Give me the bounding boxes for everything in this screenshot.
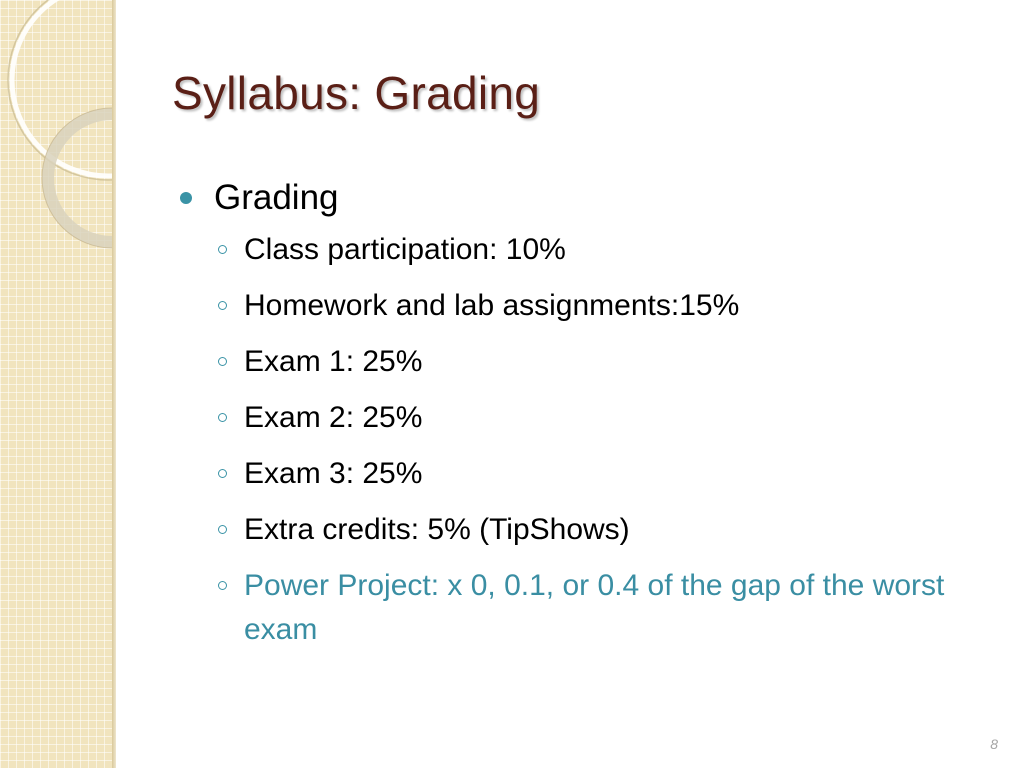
slide-content: [180, 172, 980, 664]
grading-item: [180, 564, 980, 652]
sub-bullet-ring-icon: [218, 469, 227, 478]
grading-item: [180, 452, 980, 496]
grading-item-text: Homework and lab assignments:15%: [244, 289, 740, 322]
grading-item-text: Power Project: x 0, 0.1, or 0.4 of the gap of the worst exam: [244, 569, 945, 646]
grading-item: [180, 340, 980, 384]
grading-item: [180, 508, 980, 552]
grading-item: [180, 228, 980, 272]
grading-item: [180, 284, 980, 328]
sub-bullet-ring-icon: [218, 357, 227, 366]
page-number: 8: [990, 736, 998, 752]
bullet-dot-icon: [180, 192, 192, 204]
grading-item-text: Exam 1: 25%: [244, 345, 423, 378]
bullet-grading: [180, 172, 980, 224]
decorative-circles: [0, 0, 112, 768]
slide-title: Syllabus: Grading: [172, 67, 541, 119]
sub-bullet-ring-icon: [218, 245, 227, 254]
bullet-heading: Grading: [214, 178, 339, 217]
grading-item-text: Extra credits: 5% (TipShows): [244, 513, 630, 546]
decorative-side-panel: [0, 0, 112, 768]
grading-items-list: [180, 228, 980, 652]
sub-bullet-ring-icon: [218, 581, 227, 590]
side-panel-edge: [112, 0, 116, 768]
grading-item-text: Exam 2: 25%: [244, 401, 423, 434]
sub-bullet-ring-icon: [218, 413, 227, 422]
grading-item: [180, 396, 980, 440]
sub-bullet-ring-icon: [218, 525, 227, 534]
sub-bullet-ring-icon: [218, 301, 227, 310]
grading-item-text: Exam 3: 25%: [244, 457, 423, 490]
grading-item-text: Class participation: 10%: [244, 233, 566, 266]
